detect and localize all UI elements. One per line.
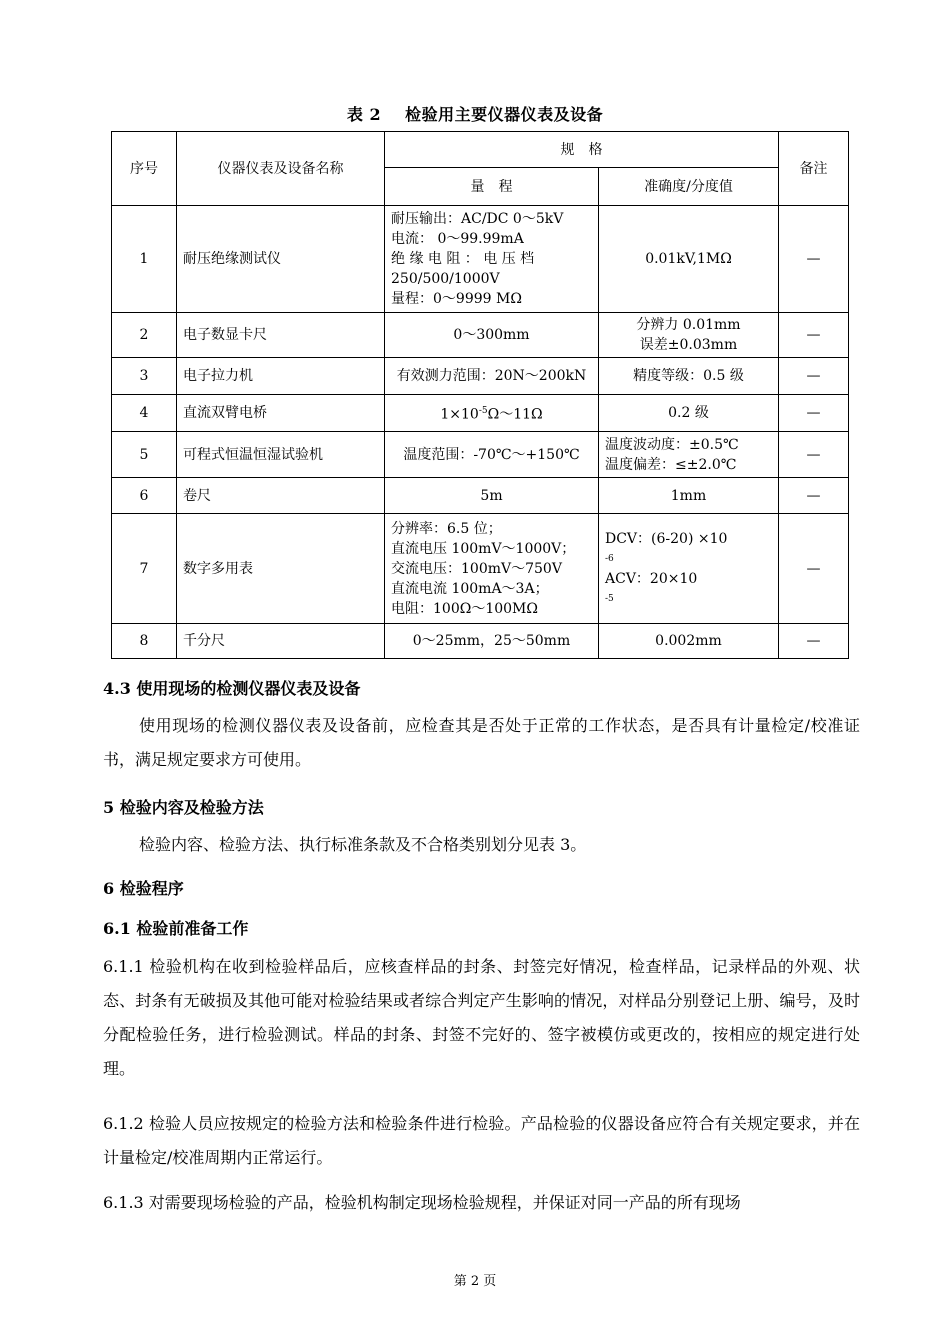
- row-accuracy: 0.01kV,1MΩ: [599, 206, 779, 313]
- range-line: 电阻：100Ω～100MΩ: [391, 600, 538, 617]
- row-range: [385, 206, 599, 313]
- row-range: 0～300mm: [385, 313, 599, 358]
- dcv-base: DCV：(6-20) ×10: [605, 530, 728, 547]
- accuracy-line: 温度偏差：≤±2.0℃: [605, 456, 737, 473]
- section-heading-4-3: 4.3 使用现场的检测仪器仪表及设备: [103, 679, 361, 698]
- table-caption: [0, 102, 950, 125]
- table-row: [112, 313, 849, 358]
- range-line: 250/500/1000V: [391, 271, 500, 287]
- table-caption-title: 检验用主要仪器仪表及设备: [405, 105, 604, 124]
- row-note: —: [779, 624, 849, 659]
- range-line: 电流： 0～99.99mA: [391, 231, 524, 247]
- row-seq: 2: [112, 313, 177, 358]
- row-note: —: [779, 206, 849, 313]
- row-range: 温度范围：-70℃～+150℃: [385, 432, 599, 478]
- row-accuracy: 精度等级：0.5 级: [599, 358, 779, 395]
- row-range: [385, 395, 599, 432]
- row-name: 卷尺: [177, 478, 385, 514]
- row-note: —: [779, 432, 849, 478]
- page-number: 第 2 页: [453, 1274, 497, 1289]
- header-seq: 序号: [112, 132, 177, 206]
- range-line: 直流电压 100mV～1000V；: [391, 540, 576, 557]
- row-seq: 4: [112, 395, 177, 432]
- range-line: 耐压输出：AC/DC 0～5kV: [391, 211, 564, 227]
- row-accuracy: [599, 313, 779, 358]
- row-seq: 3: [112, 358, 177, 395]
- row-note: —: [779, 358, 849, 395]
- accuracy-line-dcv: [605, 529, 772, 569]
- header-accuracy: 准确度/分度值: [599, 168, 779, 206]
- row-accuracy: [599, 514, 779, 624]
- section-heading-5: 5 检验内容及检验方法: [103, 798, 264, 817]
- range-tail: Ω～11Ω: [487, 406, 543, 423]
- row-name: 千分尺: [177, 624, 385, 659]
- row-name: 可程式恒温恒湿试验机: [177, 432, 385, 478]
- paragraph-6-1-1: 6.1.1 检验机构在收到检验样品后，应核查样品的封条、封签完好情况，检查样品，记录样品的外观、状态、封条有无破损及其他可能对检验结果或者综合判定产生影响的情况，对样品分别登记上册、编号，及时分配检验任务，进行检验测试。样品的封条、封签不完好的、签字被模仿或更改的，按相应的规定进行处理。: [103, 957, 860, 1078]
- row-range: 5m: [385, 478, 599, 514]
- range-line: 绝 缘 电 阻 ： 电 压 档: [391, 251, 535, 267]
- row-seq: 1: [112, 206, 177, 313]
- row-range: [385, 514, 599, 624]
- range-base: 1×10: [440, 406, 479, 423]
- row-range: 0～25mm，25～50mm: [385, 624, 599, 659]
- row-note: —: [779, 395, 849, 432]
- row-name: 直流双臂电桥: [177, 395, 385, 432]
- table-row: [112, 395, 849, 432]
- dcv-exponent: -6: [605, 553, 614, 564]
- row-note: —: [779, 478, 849, 514]
- row-accuracy: [599, 432, 779, 478]
- accuracy-line-acv: [605, 569, 772, 609]
- row-range: 有效测力范围：20N～200kN: [385, 358, 599, 395]
- row-seq: 7: [112, 514, 177, 624]
- instrument-table: [111, 131, 849, 659]
- paragraph-4-3: 使用现场的检测仪器仪表及设备前，应检查其是否处于正常的工作状态，是否具有计量检定/校准证书，满足规定要求方可使用。: [103, 716, 860, 769]
- row-accuracy: 0.2 级: [599, 395, 779, 432]
- range-line: 量程：0～9999 MΩ: [391, 291, 522, 307]
- row-seq: 8: [112, 624, 177, 659]
- row-seq: 5: [112, 432, 177, 478]
- row-seq: 6: [112, 478, 177, 514]
- header-name: 仪器仪表及设备名称: [177, 132, 385, 206]
- table-caption-number: 表 2: [346, 105, 382, 124]
- range-exponent: -5: [478, 406, 488, 417]
- paragraph-5: 检验内容、检验方法、执行标准条款及不合格类别划分见表 3。: [139, 835, 587, 854]
- row-name: 耐压绝缘测试仪: [177, 206, 385, 313]
- header-range: 量 程: [385, 168, 599, 206]
- row-note: —: [779, 313, 849, 358]
- range-line: 分辨率：6.5 位；: [391, 520, 502, 537]
- row-accuracy: 0.002mm: [599, 624, 779, 659]
- section-heading-6: 6 检验程序: [103, 879, 184, 898]
- row-name: 电子数显卡尺: [177, 313, 385, 358]
- acv-exponent: -5: [605, 593, 614, 604]
- accuracy-line: 分辨力 0.01mm: [636, 317, 741, 333]
- header-note: 备注: [779, 132, 849, 206]
- paragraph-6-1-3: 6.1.3 对需要现场检验的产品，检验机构制定现场检验规程，并保证对同一产品的所有现场: [103, 1193, 741, 1212]
- table-row: [112, 514, 849, 624]
- table-row: [112, 358, 849, 395]
- row-name: 电子拉力机: [177, 358, 385, 395]
- row-accuracy: 1mm: [599, 478, 779, 514]
- table-row: [112, 624, 849, 659]
- acv-base: ACV：20×10: [605, 570, 698, 587]
- section-heading-6-1: 6.1 检验前准备工作: [103, 919, 249, 938]
- row-note: —: [779, 514, 849, 624]
- table-row: [112, 206, 849, 313]
- range-line: 交流电压：100mV～750V: [391, 560, 562, 577]
- paragraph-6-1-2: 6.1.2 检验人员应按规定的检验方法和检验条件进行检验。产品检验的仪器设备应符合有关规定要求，并在计量检定/校准周期内正常运行。: [103, 1114, 860, 1167]
- range-line: 直流电流 100mA～3A；: [391, 580, 549, 597]
- table-row: [112, 432, 849, 478]
- accuracy-line: 误差±0.03mm: [639, 337, 738, 353]
- row-name: 数字多用表: [177, 514, 385, 624]
- accuracy-line: 温度波动度：±0.5℃: [605, 436, 739, 453]
- table-row: [112, 478, 849, 514]
- header-spec: 规 格: [385, 132, 779, 168]
